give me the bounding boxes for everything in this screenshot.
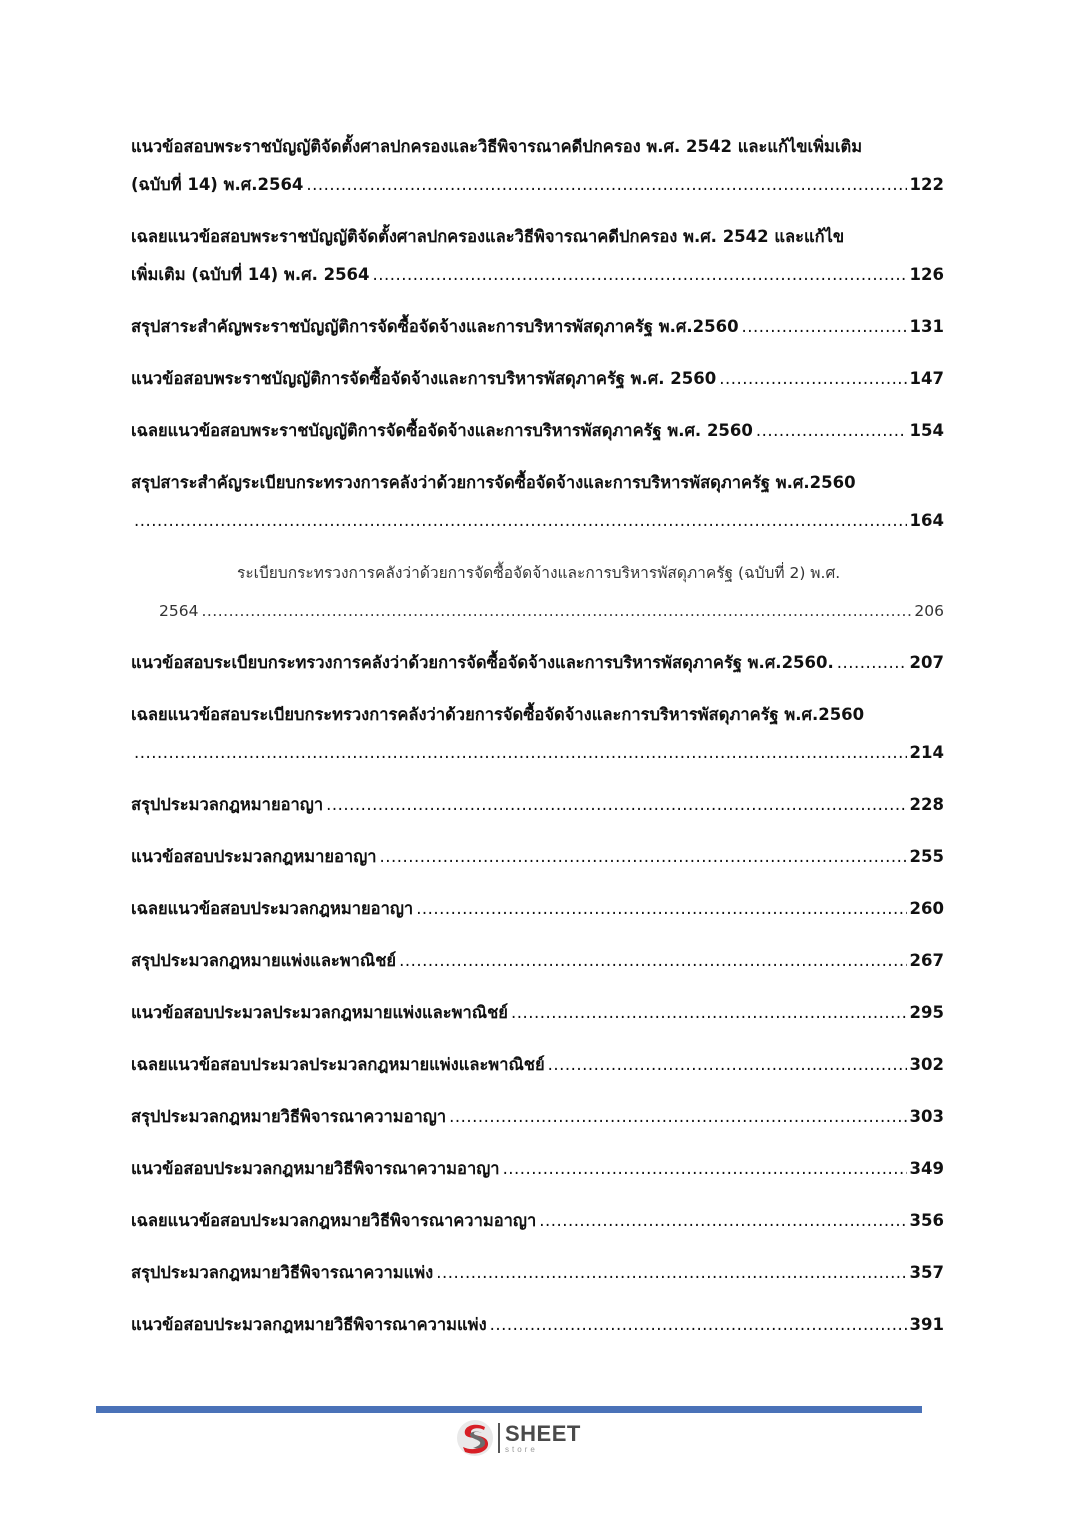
toc-entry-title: เฉลยแนวข้อสอบประมวลประมวลกฎหมายแพ่งและพาณิชย์: [131, 1055, 545, 1074]
toc-entry[interactable]: [131, 838, 944, 890]
toc-page-number: 214: [909, 743, 944, 762]
toc-page-number: 122: [909, 175, 944, 194]
toc-entry[interactable]: [131, 412, 944, 464]
toc-entry-title: เฉลยแนวข้อสอบพระราชบัญญัติการจัดซื้อจัดจ้างและการบริหารพัสดุภาครัฐ พ.ศ. 2560: [131, 421, 753, 440]
sheet-store-s-icon: [455, 1418, 495, 1458]
dot-leader: [449, 1098, 906, 1136]
toc-page-number: 154: [909, 421, 944, 440]
logo-divider: [498, 1423, 500, 1453]
toc-page-number: 126: [909, 265, 944, 284]
dot-leader: [306, 166, 906, 204]
table-of-contents: [131, 128, 944, 1358]
toc-entry[interactable]: [131, 994, 944, 1046]
toc-page-number: 255: [909, 847, 944, 866]
toc-page-number: 147: [909, 369, 944, 388]
toc-page-number: 349: [909, 1159, 944, 1178]
dot-leader: [548, 1046, 907, 1084]
toc-entry[interactable]: [131, 644, 944, 696]
toc-entry[interactable]: [131, 1254, 944, 1306]
dot-leader: [837, 644, 907, 682]
toc-entry-title: แนวข้อสอบประมวลกฎหมายวิธีพิจารณาความแพ่ง: [131, 1315, 487, 1334]
toc-entry-title: แนวข้อสอบพระราชบัญญัติจัดตั้งศาลปกครองและวิธีพิจารณาคดีปกครอง พ.ศ. 2542 และแก้ไขเพิ่มเติม: [131, 137, 863, 156]
dot-leader: [719, 360, 906, 398]
toc-entry-title-cont: 2564: [159, 602, 199, 620]
dot-leader: [134, 734, 907, 772]
toc-page-number: 267: [909, 951, 944, 970]
toc-entry-title: เฉลยแนวข้อสอบประมวลกฎหมายวิธีพิจารณาความอาญา: [131, 1211, 537, 1230]
dot-leader: [503, 1150, 907, 1188]
toc-page-number: 206: [914, 602, 944, 620]
dot-leader: [134, 502, 907, 540]
toc-entry[interactable]: [131, 942, 944, 994]
toc-entry-title: สรุปประมวลกฎหมายวิธีพิจารณาความแพ่ง: [131, 1263, 434, 1282]
toc-entry[interactable]: [131, 1098, 944, 1150]
logo-wordmark: SHEET: [505, 1420, 581, 1446]
toc-entry-title: แนวข้อสอบประมวลประมวลกฎหมายแพ่งและพาณิชย์: [131, 1003, 508, 1022]
dot-leader: [201, 592, 911, 630]
toc-entry-title: แนวข้อสอบประมวลกฎหมายอาญา: [131, 847, 377, 866]
toc-entry[interactable]: [131, 218, 944, 308]
toc-entry[interactable]: [131, 696, 944, 786]
dot-leader: [416, 890, 906, 928]
dot-leader: [436, 1254, 906, 1292]
toc-entry-title-cont: (ฉบับที่ 14) พ.ศ.2564: [131, 175, 304, 194]
sheet-store-logo: [455, 1418, 581, 1458]
toc-page-number: 303: [909, 1107, 944, 1126]
toc-page-number: 295: [909, 1003, 944, 1022]
toc-entry-title: แนวข้อสอบพระราชบัญญัติการจัดซื้อจัดจ้างและการบริหารพัสดุภาครัฐ พ.ศ. 2560: [131, 369, 717, 388]
toc-page-number: 207: [909, 653, 944, 672]
footer-rule: [96, 1406, 922, 1413]
toc-entry[interactable]: [131, 308, 944, 360]
toc-entry-title: เฉลยแนวข้อสอบระเบียบกระทรวงการคลังว่าด้วยการจัดซื้อจัดจ้างและการบริหารพัสดุภาครัฐ พ.ศ.2560: [131, 705, 865, 724]
dot-leader: [490, 1306, 907, 1344]
toc-entry[interactable]: [131, 786, 944, 838]
toc-entry-title: แนวข้อสอบระเบียบกระทรวงการคลังว่าด้วยการจัดซื้อจัดจ้างและการบริหารพัสดุภาครัฐ พ.ศ.2560.: [131, 653, 834, 672]
logo-subtext: store: [505, 1444, 538, 1454]
toc-entry-title: สรุปสาระสำคัญระเบียบกระทรวงการคลังว่าด้วยการจัดซื้อจัดจ้างและการบริหารพัสดุภาครัฐ พ.ศ.2560: [131, 473, 856, 492]
toc-entry-title: แนวข้อสอบประมวลกฎหมายวิธีพิจารณาความอาญา: [131, 1159, 500, 1178]
dot-leader: [373, 256, 907, 294]
toc-page-number: 357: [909, 1263, 944, 1282]
toc-entry[interactable]: [131, 360, 944, 412]
toc-entry-title: สรุปสาระสำคัญพระราชบัญญัติการจัดซื้อจัดจ้างและการบริหารพัสดุภาครัฐ พ.ศ.2560: [131, 317, 739, 336]
toc-page-number: 356: [909, 1211, 944, 1230]
toc-entry[interactable]: [131, 128, 944, 218]
toc-page-number: 131: [909, 317, 944, 336]
toc-entry[interactable]: [131, 890, 944, 942]
toc-entry[interactable]: [131, 464, 944, 554]
toc-entry-title: เฉลยแนวข้อสอบประมวลกฎหมายอาญา: [131, 899, 414, 918]
toc-page-number: 391: [909, 1315, 944, 1334]
dot-leader: [326, 786, 906, 824]
toc-page-number: 260: [909, 899, 944, 918]
toc-page-number: 228: [909, 795, 944, 814]
dot-leader: [756, 412, 907, 450]
toc-entry-title: เฉลยแนวข้อสอบพระราชบัญญัติจัดตั้งศาลปกครองและวิธีพิจารณาคดีปกครอง พ.ศ. 2542 และแก้ไข: [131, 227, 845, 246]
toc-entry-title: ระเบียบกระทรวงการคลังว่าด้วยการจัดซื้อจัดจ้างและการบริหารพัสดุภาครัฐ (ฉบับที่ 2) พ.ศ.: [237, 564, 841, 582]
dot-leader: [511, 994, 907, 1032]
toc-entry[interactable]: [131, 1150, 944, 1202]
toc-entry[interactable]: [131, 1202, 944, 1254]
toc-entry[interactable]: [131, 1046, 944, 1098]
toc-entry-title-cont: เพิ่มเติม (ฉบับที่ 14) พ.ศ. 2564: [131, 265, 370, 284]
toc-entry-title: สรุปประมวลกฎหมายแพ่งและพาณิชย์: [131, 951, 397, 970]
dot-leader: [742, 308, 907, 346]
dot-leader: [380, 838, 907, 876]
toc-subentry[interactable]: [131, 554, 944, 644]
toc-entry-title: สรุปประมวลกฎหมายวิธีพิจารณาความอาญา: [131, 1107, 447, 1126]
toc-entry[interactable]: [131, 1306, 944, 1358]
dot-leader: [399, 942, 906, 980]
toc-page-number: 302: [909, 1055, 944, 1074]
toc-page-number: 164: [909, 511, 944, 530]
toc-entry-title: สรุปประมวลกฎหมายอาญา: [131, 795, 324, 814]
dot-leader: [539, 1202, 906, 1240]
